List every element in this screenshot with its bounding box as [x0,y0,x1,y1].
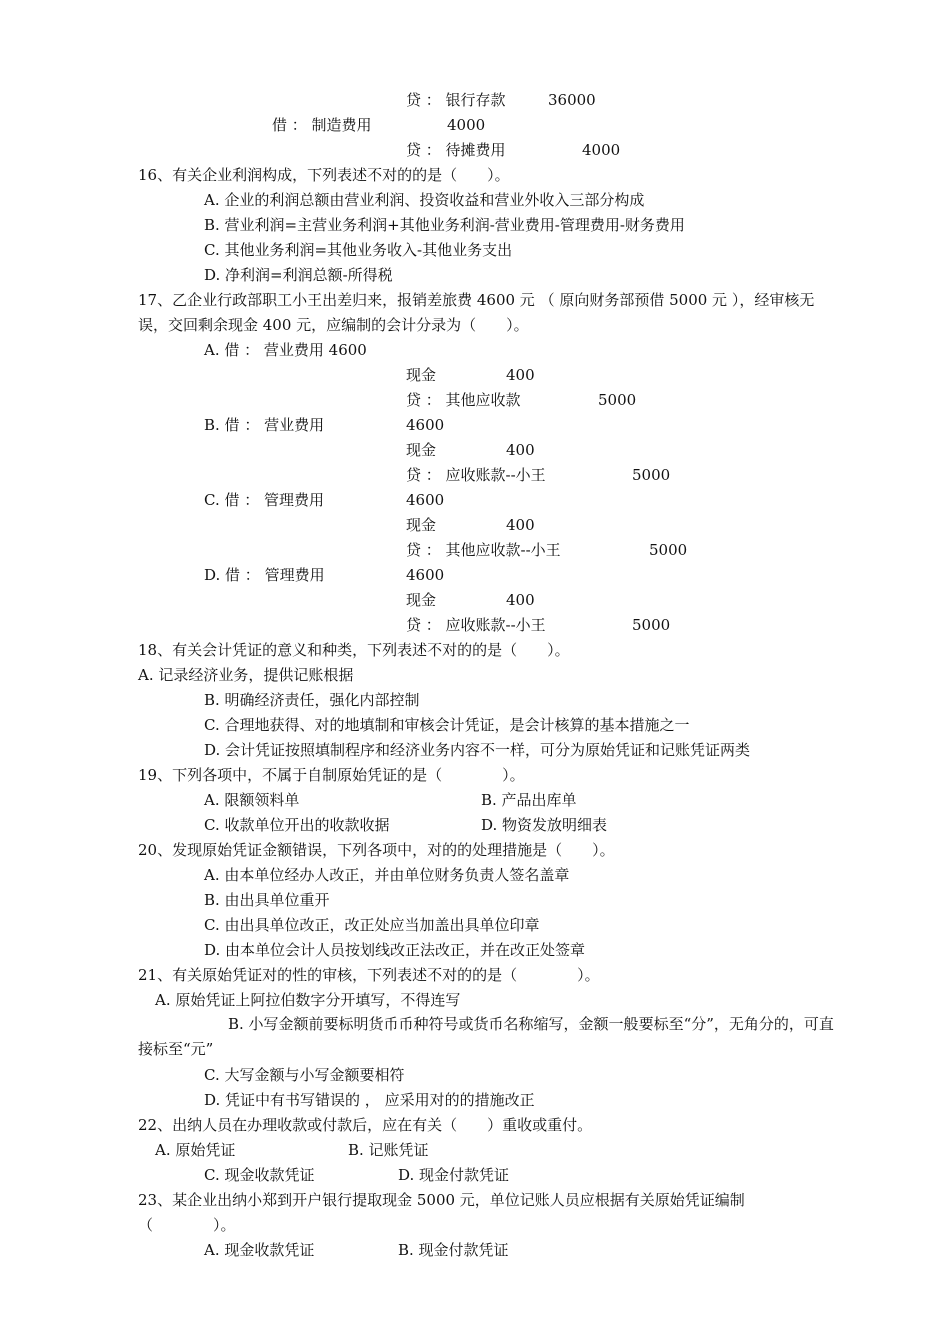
option-17-c: C. 借 ： 管理费用 [204,491,325,509]
entry-amount: 4600 [406,491,445,509]
option-17-b: B. 借 ： 营业费用 [204,416,325,434]
entry-amount: 400 [506,366,535,384]
option-21-c: C. 大写金额与小写金额要相符 [204,1066,405,1084]
entry-line: 现金 [406,516,437,534]
entry-line: 贷 ： 应收账款--小王 [406,466,546,484]
entry-amount: 400 [506,441,535,459]
entry-amount: 4000 [447,116,486,134]
option-23-b: B. 现金付款凭证 [398,1241,509,1259]
option-18-c: C. 合理地获得、对的地填制和审核会计凭证，是会计核算的基本措施之一 [204,716,690,734]
option-20-b: B. 由出具单位重开 [204,891,330,909]
option-21-b: B. 小写金额前要标明货币币种符号或货币名称缩写，金额一般要标至“分”，无角分的，可直接标至“元” [138,1015,834,1058]
option-16-a: A. 企业的利润总额由营业利润、投资收益和营业外收入三部分构成 [204,191,645,209]
question-23-blank: （ ）。 [138,1216,236,1234]
option-16-b: B. 营业利润=主营业务利润+其他业务利润-营业费用-管理费用-财务费用 [204,216,685,234]
entry-line: 借 ： 制造费用 [272,116,372,134]
entry-line: 贷 ： 银行存款 [406,91,506,109]
entry-amount: 400 [506,516,535,534]
option-20-d: D. 由本单位会计人员按划线改正法改正，并在改正处签章 [204,941,586,959]
option-18-a: A. 记录经济业务，提供记账根据 [138,666,354,684]
option-18-d: D. 会计凭证按照填制程序和经济业务内容不一样，可分为原始凭证和记账凭证两类 [204,741,751,759]
option-18-b: B. 明确经济责任，强化内部控制 [204,691,420,709]
option-20-a: A. 由本单位经办人改正，并由单位财务负责人签名盖章 [204,866,570,884]
option-16-d: D. 净利润=利润总额-所得税 [204,266,393,284]
question-21: 21、有关原始凭证对的性的审核，下列表述不对的的是（ ）。 [138,966,600,984]
option-17-d: D. 借 ： 管理费用 [204,566,325,584]
option-19-d: D. 物资发放明细表 [481,816,608,834]
option-17-a: A. 借 ： 营业费用 4600 [204,341,367,359]
option-22-d: D. 现金付款凭证 [398,1166,510,1184]
option-19-b: B. 产品出库单 [481,791,577,809]
entry-line: 贷 ： 待摊费用 [406,141,506,159]
option-23-a: A. 现金收款凭证 [204,1241,315,1259]
question-23: 23、某企业出纳小郑到开户银行提取现金 5000 元，单位记账人员应根据有关原始凭证编制 [138,1191,745,1209]
entry-line: 现金 [406,366,437,384]
question-17: 17、乙企业行政部职工小王出差归来，报销差旅费 4600 元 （ 原向财务部预借 5000 元 ），经审核无误，交回剩余现金 400 元，应编制的会计分录为（ ）。 [138,291,815,334]
entry-line: 现金 [406,591,437,609]
entry-amount: 4000 [582,141,621,159]
option-22-a: A. 原始凭证 [155,1141,236,1159]
option-21-a: A. 原始凭证上阿拉伯数字分开填写，不得连写 [155,991,461,1009]
entry-amount: 4600 [406,566,445,584]
question-22: 22、出纳人员在办理收款或付款后，应在有关（ ）重收或重付。 [138,1116,593,1134]
entry-amount: 5000 [632,616,671,634]
option-19-a: A. 限额领料单 [204,791,300,809]
entry-amount: 4600 [406,416,445,434]
entry-amount: 5000 [632,466,671,484]
option-21-d: D. 凭证中有书写错误的 ， 应采用对的的措施改正 [204,1091,535,1109]
question-19: 19、下列各项中，不属于自制原始凭证的是（ ）。 [138,766,525,784]
entry-amount: 5000 [649,541,688,559]
entry-line: 贷 ： 其他应收款 [406,391,521,409]
option-20-c: C. 由出具单位改正，改正处应当加盖出具单位印章 [204,916,540,934]
question-16: 16、有关企业利润构成，下列表述不对的的是（ ）。 [138,166,510,184]
entry-line: 贷 ： 其他应收款--小王 [406,541,561,559]
entry-line: 贷 ： 应收账款--小王 [406,616,546,634]
option-22-b: B. 记账凭证 [348,1141,429,1159]
option-19-c: C. 收款单位开出的收款收据 [204,816,390,834]
entry-amount: 5000 [598,391,637,409]
entry-line: 现金 [406,441,437,459]
question-20: 20、发现原始凭证金额错误，下列各项中，对的的处理措施是（ ）。 [138,841,615,859]
entry-amount: 36000 [548,91,596,109]
option-22-c: C. 现金收款凭证 [204,1166,315,1184]
entry-amount: 400 [506,591,535,609]
question-18: 18、有关会计凭证的意义和种类，下列表述不对的的是（ ）。 [138,641,570,659]
option-16-c: C. 其他业务利润=其他业务收入-其他业务支出 [204,241,513,259]
